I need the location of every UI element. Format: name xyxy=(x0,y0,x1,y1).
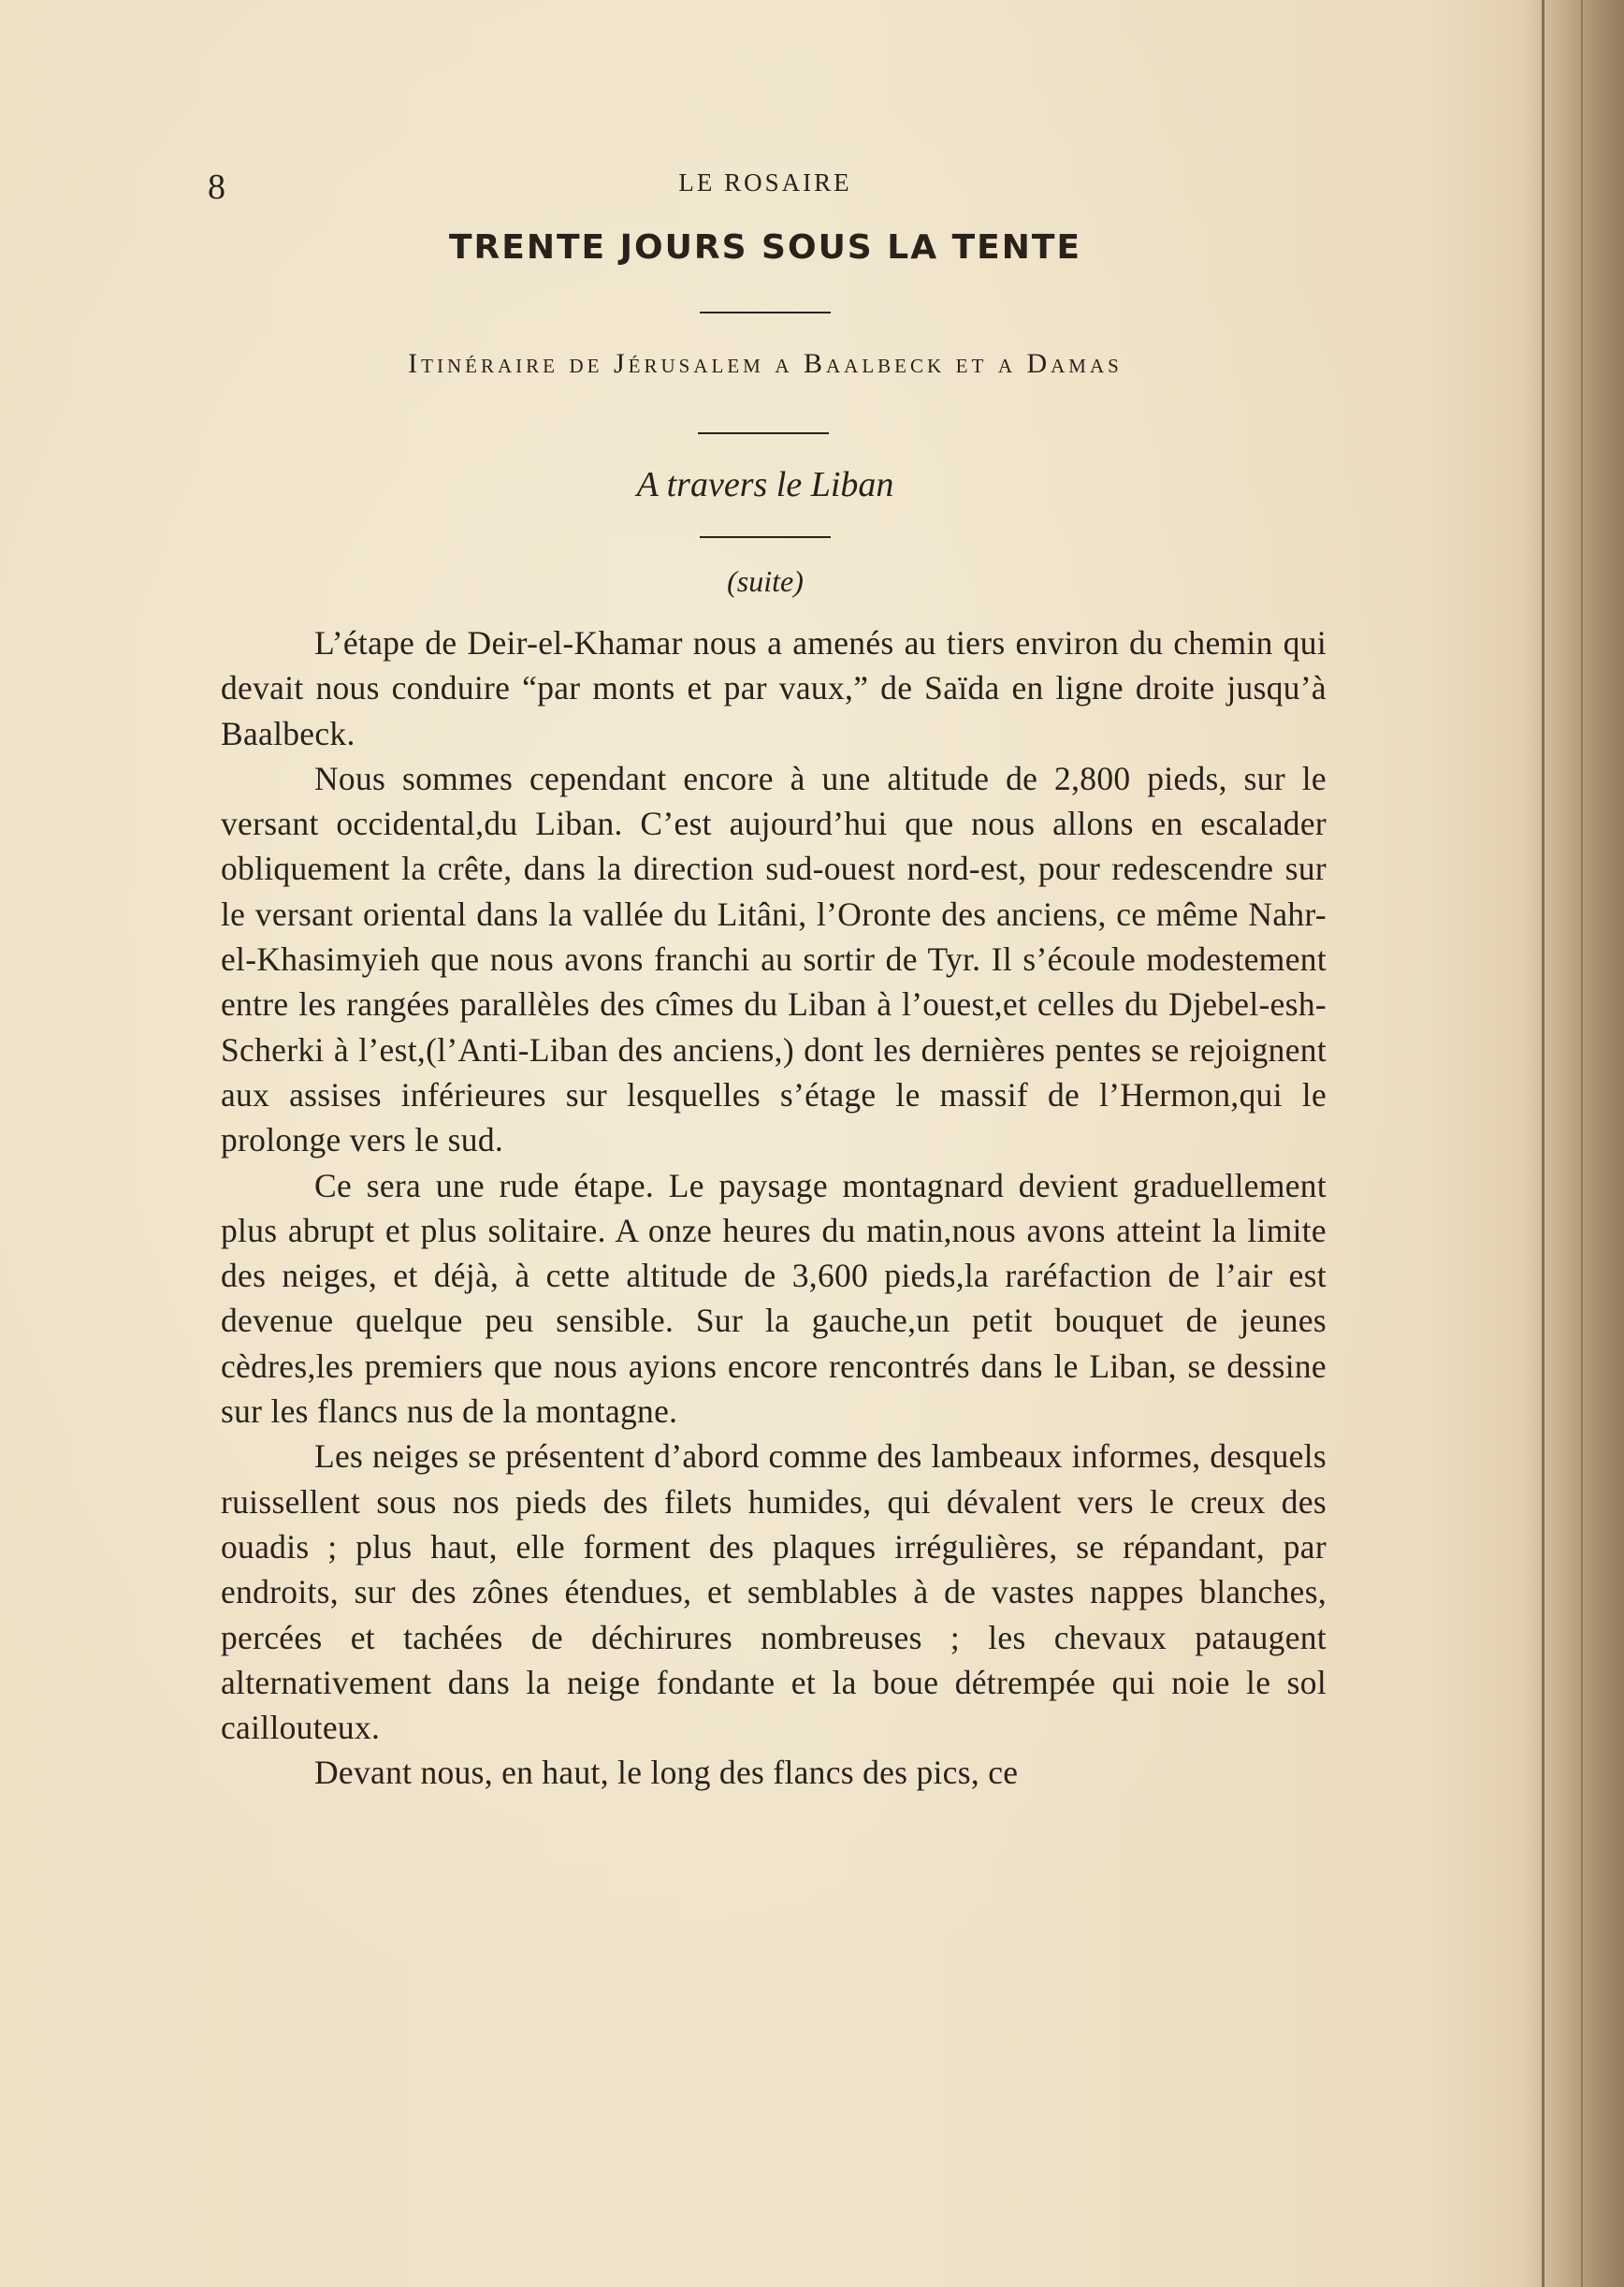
continuation-note: (suite) xyxy=(727,564,804,598)
spine-edge-line xyxy=(1581,0,1583,2287)
subtitle-rule xyxy=(698,432,829,434)
paragraph: Nous sommes cependant encore à une altitude de 2,800 pieds, sur le versant occidental,du Liban. C’est aujourd’hui que nous allons en escalader obliquement la crête, dans la direction sud-ouest nord-est, pour redescendre sur le versant oriental dans la vallée du Litâni, l’Oronte des anciens, ce même Nahr-el-Khasimyieh que nous avons franchi au sortir de Tyr. Il s’écoule modestement entre les rangées parallèles des cîmes du Liban à l’ouest,et celles du Djebel-esh-Scherki à l’est,(l’Anti-Liban des anciens,) dont les dernières pentes se rejoignent aux assises inférieures sur lesquelles s’étage le massif de l’Hermon,qui le prolonge vers le sud. xyxy=(221,759,1327,1159)
section-rule xyxy=(700,536,831,538)
article-title: TRENTE JOURS SOUS LA TENTE xyxy=(448,228,1082,267)
section-title: A travers le Liban xyxy=(636,465,894,504)
title-rule xyxy=(700,312,831,313)
page-number: 8 xyxy=(208,168,225,207)
running-head: LE ROSAIRE xyxy=(678,168,852,197)
article-subtitle: Itinéraire de Jérusalem a Baalbeck et a Damas xyxy=(408,348,1123,379)
paragraph: L’étape de Deir-el-Khamar nous a amenés au tiers environ du chemin qui devait nous conduire “par monts et par vaux,” de Saïda en ligne droite jusqu’à Baalbeck. xyxy=(221,624,1327,752)
paragraph: Les neiges se présentent d’abord comme des lambeaux informes, desquels ruissellent sous nos pieds des filets humides, qui dévalent vers le creux des ouadis ; plus haut, elle forment des plaques irrégulières, se répandant, par endroits, sur des zônes étendues, et semblables à de vastes nappes blanches, percées et tachées de déchirures nombreuses ; les chevaux pataugent alternativement dans la neige fondante et la boue détrempée qui noie le sol caillouteux. xyxy=(221,1437,1327,1747)
paragraph: Ce sera une rude étape. Le paysage montagnard devient graduellement plus abrupt et plus solitaire. A onze heures du matin,nous avons atteint la limite des neiges, et déjà, à cette altitude de 3,600 pieds,la raréfaction de l’air est devenue quelque peu sensible. Sur la gauche,un petit bouquet de jeunes cèdres,les premiers que nous ayions encore rencontrés dans le Liban, se dessine sur les flancs nus de la montagne. xyxy=(221,1166,1327,1431)
book-spine xyxy=(1523,0,1624,2287)
article-body xyxy=(221,620,1327,1796)
spine-edge-line xyxy=(1542,0,1544,2287)
paragraph: Devant nous, en haut, le long des flancs des pics, ce xyxy=(314,1754,1019,1792)
